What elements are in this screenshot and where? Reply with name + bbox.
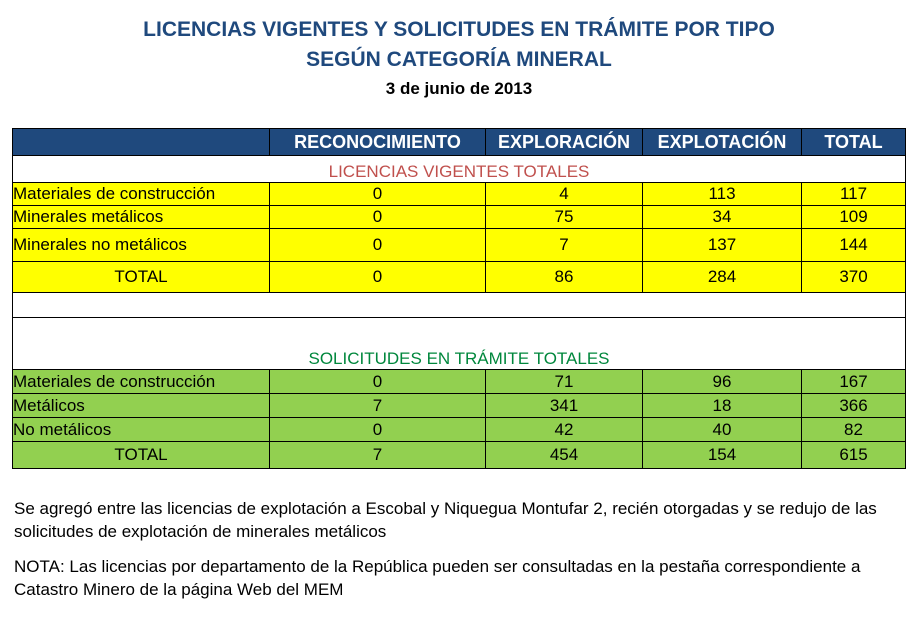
header-row [13,129,906,156]
cell-exploracion: 341 [486,394,643,418]
cell-explotacion: 40 [643,418,802,442]
solicitudes-section-row [13,318,906,370]
header-blank [13,129,270,156]
note-update: Se agregó entre las licencias de explotación a Escobal y Niquegua Montufar 2, recién otorgadas y se redujo de las solicitudes de explotación de minerales metálicos [14,499,877,541]
cell-explotacion: 18 [643,394,802,418]
licencias-total-row [13,262,906,293]
cell-explotacion: 137 [643,229,802,262]
cell-total: 109 [802,206,906,229]
cell-total: 366 [802,394,906,418]
cell-reconocimiento: 0 [270,206,486,229]
cell-explotacion: 154 [643,442,802,469]
cell-total: 117 [802,183,906,206]
cell-reconocimiento: 0 [270,370,486,394]
row-label: Materiales de construcción [13,183,270,206]
cell-exploracion: 71 [486,370,643,394]
note-departamento: NOTA: Las licencias por departamento de la República pueden ser consultadas en la pestaña correspondiente a Catastro Minero de la página Web del MEM [14,557,861,599]
title-line-1: LICENCIAS VIGENTES Y SOLICITUDES EN TRÁMITE POR TIPO [143,18,775,41]
cell-exploracion: 75 [486,206,643,229]
cell-reconocimiento: 7 [270,394,486,418]
row-label: No metálicos [13,418,270,442]
cell-total: 370 [802,262,906,293]
cell-explotacion: 96 [643,370,802,394]
header-reconocimiento: RECONOCIMIENTO [270,129,486,156]
cell-total: 82 [802,418,906,442]
cell-total: 167 [802,370,906,394]
solicitudes-total-row [13,442,906,469]
blank-row [13,293,906,318]
table-row [13,418,906,442]
report-date: 3 de junio de 2013 [385,79,533,98]
cell-reconocimiento: 0 [270,262,486,293]
table-row [13,206,906,229]
cell-explotacion: 284 [643,262,802,293]
cell-exploracion: 86 [486,262,643,293]
header-explotacion: EXPLOTACIÓN [643,129,802,156]
row-label: TOTAL [13,442,270,469]
solicitudes-section-title: SOLICITUDES EN TRÁMITE TOTALES [13,318,906,370]
cell-reconocimiento: 7 [270,442,486,469]
table-row [13,229,906,262]
cell-total: 615 [802,442,906,469]
title-line-2: SEGÚN CATEGORÍA MINERAL [306,48,612,71]
cell-exploracion: 4 [486,183,643,206]
licencias-section-row [13,156,906,183]
cell-reconocimiento: 0 [270,229,486,262]
row-label: Metálicos [13,394,270,418]
cell-explotacion: 34 [643,206,802,229]
cell-exploracion: 454 [486,442,643,469]
cell-exploracion: 42 [486,418,643,442]
cell-exploracion: 7 [486,229,643,262]
row-label: TOTAL [13,262,270,293]
table-row [13,370,906,394]
cell-reconocimiento: 0 [270,418,486,442]
row-label: Minerales no metálicos [13,229,270,262]
cell-reconocimiento: 0 [270,183,486,206]
row-label: Materiales de construcción [13,370,270,394]
header-total: TOTAL [802,129,906,156]
cell-total: 144 [802,229,906,262]
licencias-section-title: LICENCIAS VIGENTES TOTALES [13,156,906,183]
table-row [13,394,906,418]
cell-explotacion: 113 [643,183,802,206]
row-label: Minerales metálicos [13,206,270,229]
header-exploracion: EXPLORACIÓN [486,129,643,156]
mineral-licenses-table [12,128,906,469]
table-row [13,183,906,206]
